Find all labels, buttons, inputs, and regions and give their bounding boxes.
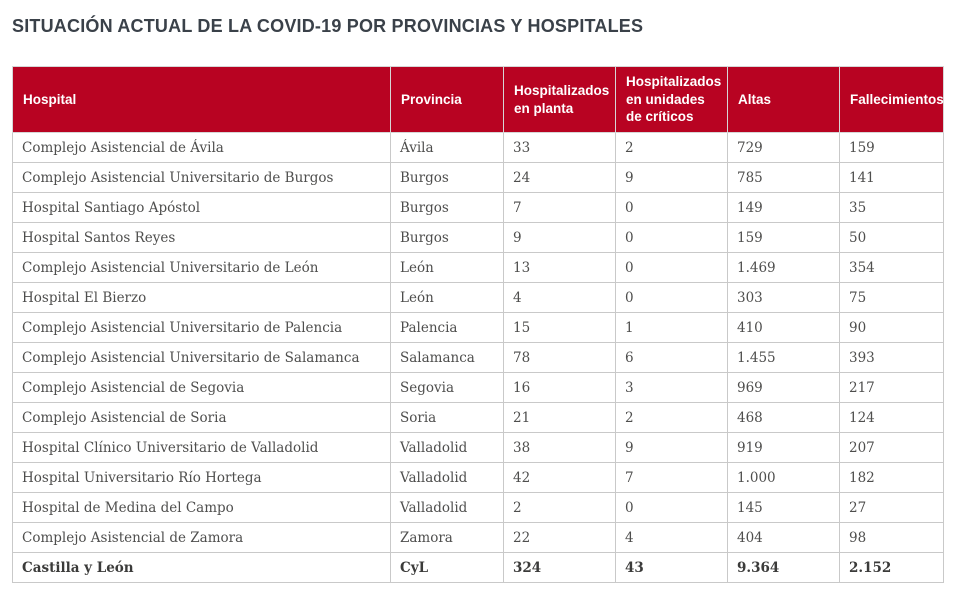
- table-cell: 1.000: [728, 463, 840, 493]
- table-cell: Complejo Asistencial Universitario de Palencia: [13, 313, 391, 343]
- table-cell: 354: [840, 253, 944, 283]
- table-cell: 9: [616, 433, 728, 463]
- table-cell: 33: [504, 133, 616, 163]
- table-cell: 24: [504, 163, 616, 193]
- table-cell: 4: [616, 523, 728, 553]
- table-cell: Hospital Santos Reyes: [13, 223, 391, 253]
- table-cell: 2.152: [840, 553, 944, 583]
- covid-hospitals-table: [12, 66, 944, 583]
- table-cell: Soria: [391, 403, 504, 433]
- table-cell: Burgos: [391, 223, 504, 253]
- table-cell: 919: [728, 433, 840, 463]
- table-cell: 27: [840, 493, 944, 523]
- table-body: [13, 133, 944, 583]
- table-cell: 0: [616, 223, 728, 253]
- table-cell: CyL: [391, 553, 504, 583]
- column-header-altas: Altas: [728, 67, 840, 133]
- table-cell: Salamanca: [391, 343, 504, 373]
- table-cell: 7: [504, 193, 616, 223]
- table-cell: León: [391, 253, 504, 283]
- table-cell: 468: [728, 403, 840, 433]
- table-cell: 35: [840, 193, 944, 223]
- table-cell: Hospital Santiago Apóstol: [13, 193, 391, 223]
- table-row-total: [13, 553, 944, 583]
- table-cell: 969: [728, 373, 840, 403]
- page-container: [0, 14, 955, 583]
- column-header-provincia: Provincia: [391, 67, 504, 133]
- table-cell: León: [391, 283, 504, 313]
- table-row: [13, 253, 944, 283]
- table-cell: 0: [616, 283, 728, 313]
- column-header-fallecimientos: Fallecimientos: [840, 67, 944, 133]
- table-cell: 4: [504, 283, 616, 313]
- table-row: [13, 163, 944, 193]
- table-cell: 393: [840, 343, 944, 373]
- table-cell: 3: [616, 373, 728, 403]
- table-cell: 141: [840, 163, 944, 193]
- table-row: [13, 493, 944, 523]
- table-cell: 149: [728, 193, 840, 223]
- column-header-hospital: Hospital: [13, 67, 391, 133]
- table-cell: 729: [728, 133, 840, 163]
- table-cell: Complejo Asistencial Universitario de Salamanca: [13, 343, 391, 373]
- table-cell: 785: [728, 163, 840, 193]
- table-cell: 0: [616, 253, 728, 283]
- table-cell: 1.469: [728, 253, 840, 283]
- table-row: [13, 403, 944, 433]
- table-cell: 2: [616, 403, 728, 433]
- table-cell: 182: [840, 463, 944, 493]
- table-cell: Hospital El Bierzo: [13, 283, 391, 313]
- table-cell: 303: [728, 283, 840, 313]
- table-cell: 0: [616, 193, 728, 223]
- table-cell: Valladolid: [391, 433, 504, 463]
- table-cell: 9.364: [728, 553, 840, 583]
- table-cell: Burgos: [391, 193, 504, 223]
- table-cell: 9: [504, 223, 616, 253]
- table-row: [13, 463, 944, 493]
- table-row: [13, 313, 944, 343]
- table-cell: Complejo Asistencial Universitario de Burgos: [13, 163, 391, 193]
- table-cell: 75: [840, 283, 944, 313]
- table-cell: 2: [616, 133, 728, 163]
- table-row: [13, 133, 944, 163]
- table-cell: 98: [840, 523, 944, 553]
- table-cell: Valladolid: [391, 463, 504, 493]
- table-header-row: [13, 67, 944, 133]
- page-title: SITUACIÓN ACTUAL DE LA COVID-19 POR PROVINCIAS Y HOSPITALES: [12, 16, 644, 36]
- table-cell: 2: [504, 493, 616, 523]
- table-cell: Zamora: [391, 523, 504, 553]
- table-cell: 13: [504, 253, 616, 283]
- table-cell: 50: [840, 223, 944, 253]
- table-cell: Burgos: [391, 163, 504, 193]
- table-cell: Ávila: [391, 133, 504, 163]
- table-cell: 145: [728, 493, 840, 523]
- table-cell: 207: [840, 433, 944, 463]
- column-header-hospitalizados-criticos: Hospitalizados en unidades de críticos: [616, 67, 728, 133]
- table-row: [13, 223, 944, 253]
- table-cell: Complejo Asistencial de Segovia: [13, 373, 391, 403]
- table-row: [13, 193, 944, 223]
- table-cell: 15: [504, 313, 616, 343]
- table-cell: 404: [728, 523, 840, 553]
- table-cell: Segovia: [391, 373, 504, 403]
- table-cell: Complejo Asistencial de Ávila: [13, 133, 391, 163]
- table-cell: Castilla y León: [13, 553, 391, 583]
- table-cell: Complejo Asistencial de Soria: [13, 403, 391, 433]
- table-cell: 124: [840, 403, 944, 433]
- table-cell: 22: [504, 523, 616, 553]
- column-header-hospitalizados-planta: Hospitalizados en planta: [504, 67, 616, 133]
- table-cell: Palencia: [391, 313, 504, 343]
- table-row: [13, 283, 944, 313]
- table-cell: 43: [616, 553, 728, 583]
- table-cell: 21: [504, 403, 616, 433]
- table-cell: 6: [616, 343, 728, 373]
- table-cell: 1: [616, 313, 728, 343]
- table-cell: 159: [728, 223, 840, 253]
- table-cell: 78: [504, 343, 616, 373]
- table-cell: 0: [616, 493, 728, 523]
- table-cell: Hospital Universitario Río Hortega: [13, 463, 391, 493]
- table-cell: Hospital Clínico Universitario de Valladolid: [13, 433, 391, 463]
- table-row: [13, 523, 944, 553]
- table-cell: 9: [616, 163, 728, 193]
- table-header: [13, 67, 944, 133]
- table-cell: 410: [728, 313, 840, 343]
- table-cell: 42: [504, 463, 616, 493]
- table-row: [13, 373, 944, 403]
- table-cell: 16: [504, 373, 616, 403]
- table-cell: Complejo Asistencial Universitario de León: [13, 253, 391, 283]
- table-cell: 159: [840, 133, 944, 163]
- table-row: [13, 433, 944, 463]
- table-cell: Valladolid: [391, 493, 504, 523]
- table-cell: 1.455: [728, 343, 840, 373]
- table-cell: 38: [504, 433, 616, 463]
- table-cell: 217: [840, 373, 944, 403]
- table-cell: Complejo Asistencial de Zamora: [13, 523, 391, 553]
- table-cell: 324: [504, 553, 616, 583]
- table-cell: Hospital de Medina del Campo: [13, 493, 391, 523]
- table-cell: 7: [616, 463, 728, 493]
- table-row: [13, 343, 944, 373]
- table-cell: 90: [840, 313, 944, 343]
